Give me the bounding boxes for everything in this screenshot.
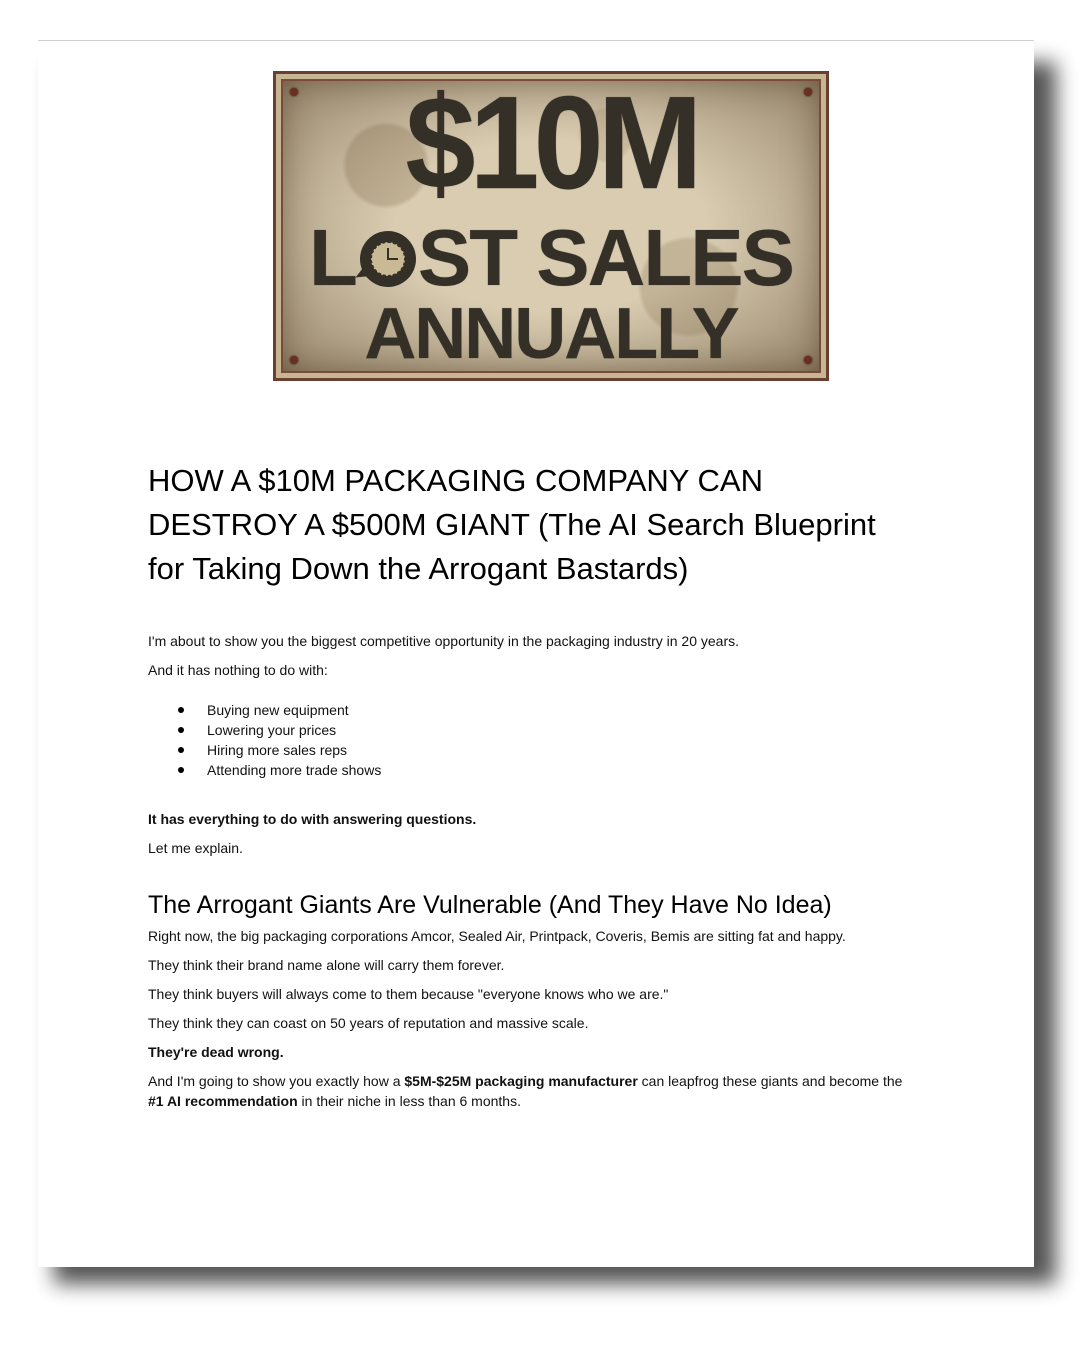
sign-annually: ANNUALLY — [364, 294, 738, 374]
sign-l-letter: L — [308, 213, 356, 302]
dead-wrong-line: They're dead wrong. — [148, 1044, 284, 1060]
document-page — [38, 40, 1034, 1267]
bold-phrase: #1 AI recommendation — [148, 1093, 298, 1109]
text-run: can leapfrog these giants and become the — [637, 1073, 903, 1089]
text-run: And I'm going to show you exactly how a — [148, 1073, 405, 1089]
section-paragraph: They think buyers will always come to them because "everyone knows who we are." — [148, 986, 669, 1002]
list-item: Lowering your prices — [207, 720, 908, 740]
document-body — [148, 459, 908, 1111]
clock-icon — [360, 231, 416, 287]
sign-amount: $10M — [405, 71, 697, 217]
intro-lead-in: And it has nothing to do with: — [148, 662, 328, 678]
text-run: in their niche in less than 6 months. — [297, 1093, 521, 1109]
list-item: Hiring more sales reps — [207, 740, 908, 760]
section-paragraph: They think their brand name alone will carry them forever. — [148, 957, 505, 973]
sign-lost-sales-rest: ST SALES — [417, 213, 794, 302]
bold-phrase: $5M-$25M packaging manufacturer — [404, 1073, 638, 1089]
bold-statement: It has everything to do with answering questions. — [148, 811, 477, 827]
section-paragraph: They think they can coast on 50 years of reputation and massive scale. — [148, 1015, 589, 1031]
closing-paragraph — [148, 1071, 908, 1111]
lost-sales-sign-image — [273, 71, 829, 381]
section-heading: The Arrogant Giants Are Vulnerable (And They Have No Idea) — [148, 891, 832, 919]
list-item: Attending more trade shows — [207, 760, 908, 780]
sign-lost-sales — [276, 213, 826, 302]
section-paragraph: Right now, the big packaging corporations Amcor, Sealed Air, Printpack, Coveris, Bemis are sitting fat and happy. — [148, 928, 846, 944]
intro-paragraph: I'm about to show you the biggest competitive opportunity in the packaging industry in 20 years. — [148, 633, 740, 649]
explain-line: Let me explain. — [148, 840, 243, 856]
bullet-list — [148, 700, 908, 780]
page-title: HOW A $10M PACKAGING COMPANY CAN DESTROY A $500M GIANT (The AI Search Blueprint for Taking Down the Arrogant Bastards) — [148, 463, 876, 586]
list-item: Buying new equipment — [207, 700, 908, 720]
